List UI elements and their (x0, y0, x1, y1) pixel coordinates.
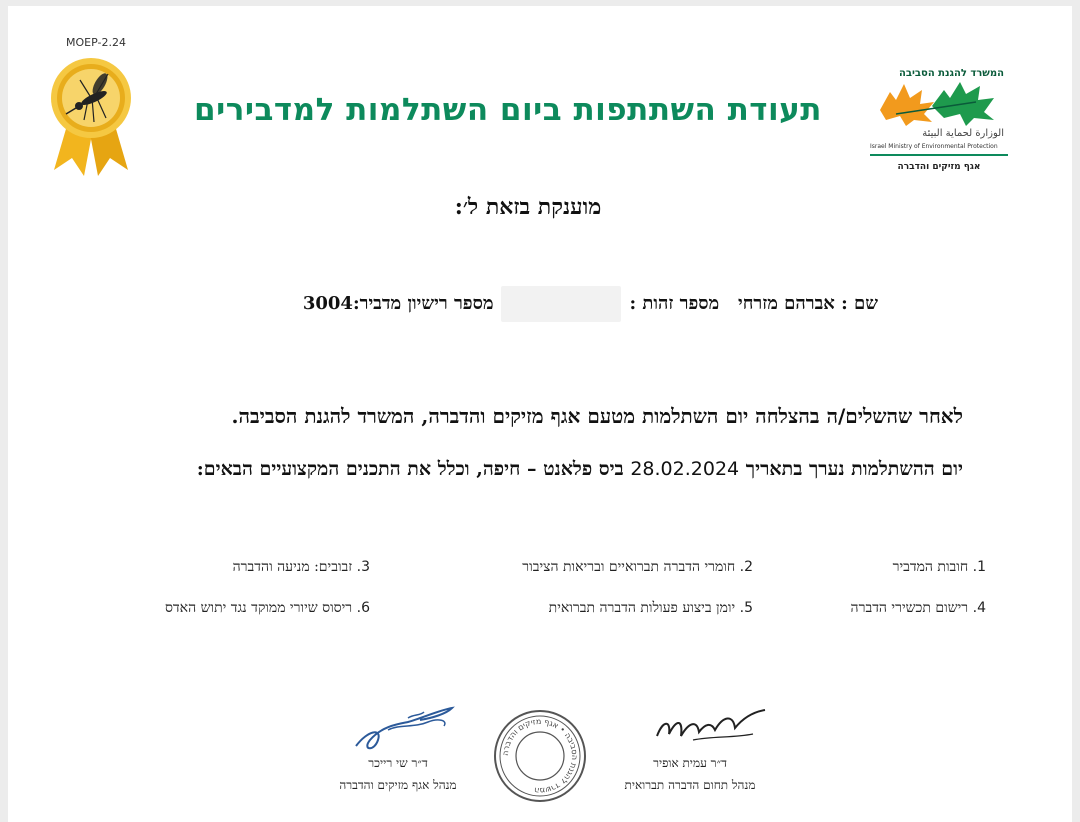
granted-to-heading: מוענקת בזאת ל׳: (454, 194, 602, 220)
license-label: מספר רישיון מדביר (359, 293, 494, 314)
official-stamp-icon (492, 708, 588, 804)
logo-divider (870, 154, 1008, 156)
topic-item: 2. חומרי הדברה תברואיים ובריאות הציבור (522, 559, 753, 575)
topic-item: 3. זבובים: מניעה והדברה (232, 559, 370, 575)
id-label: מספר זהות (642, 293, 720, 314)
logo-ministry-english: Israel Ministry of Environmental Protection (870, 143, 998, 150)
completion-paragraph: לאחר שהשלים/ה בהצלחה יום השתלמות מטעם אגף מזיקים והדברה, המשרד להגנת הסביבה. (231, 404, 963, 428)
logo-ministry-hebrew: המשרד להגנת הסביבה (899, 68, 1004, 79)
leaves-logo-icon (876, 80, 1008, 126)
mosquito-medal-icon (46, 52, 136, 177)
signature-reicher (348, 700, 458, 760)
certificate-title: תעודת השתתפות ביום השתלמות למדבירים (194, 92, 822, 128)
license-number: 3004 (302, 293, 353, 314)
logo-ministry-arabic: الوزارة لحماية البيئة (922, 128, 1004, 139)
logo-department: אגף מזיקים והדברה (897, 162, 981, 172)
name-label: שם (854, 293, 878, 314)
signer-title: מנהל תחום הדברה תברואית (624, 778, 756, 792)
training-after-date: ביס פלאנט – חיפה, וכלל את התכנים המקצועיים הבאים: (196, 458, 624, 480)
ministry-logo (870, 68, 1020, 188)
recipient-details: שם : אברהם מזרחי מספר זהות :מספר רישיון מדביר:3004 (198, 286, 878, 322)
training-details-paragraph (88, 458, 963, 481)
svg-text:המשרד להגנת הסביבה • אגף מזיקי: המשרד להגנת הסביבה • אגף מזיקים והדברה (500, 716, 580, 796)
topic-item: 6. ריסוס שיורי ממוקד נגד יתוש האדס (164, 600, 370, 616)
training-date: 28.02.2024 (630, 458, 740, 480)
signature-ofir (653, 706, 773, 746)
signer-name: ד״ר שי רייכר (368, 756, 428, 770)
topic-item: 5. יומן ביצוע פעולות הדברה תברואית (548, 600, 753, 616)
topic-item: 1. חובות המדביר (892, 559, 986, 575)
document-code: MOEP-2.24 (66, 36, 126, 49)
id-number-redacted (501, 286, 621, 322)
certificate-page (8, 6, 1072, 822)
signer-title: מנהל אגף מזיקים והדברה (339, 778, 457, 792)
training-before-date: יום ההשתלמות נערך בתאריך (745, 458, 963, 480)
topic-item: 4. רישום תכשירי הדברה (850, 600, 986, 616)
signer-name: ד״ר עמית אופיר (653, 756, 727, 770)
recipient-name: אברהם מזרחי (737, 293, 835, 314)
